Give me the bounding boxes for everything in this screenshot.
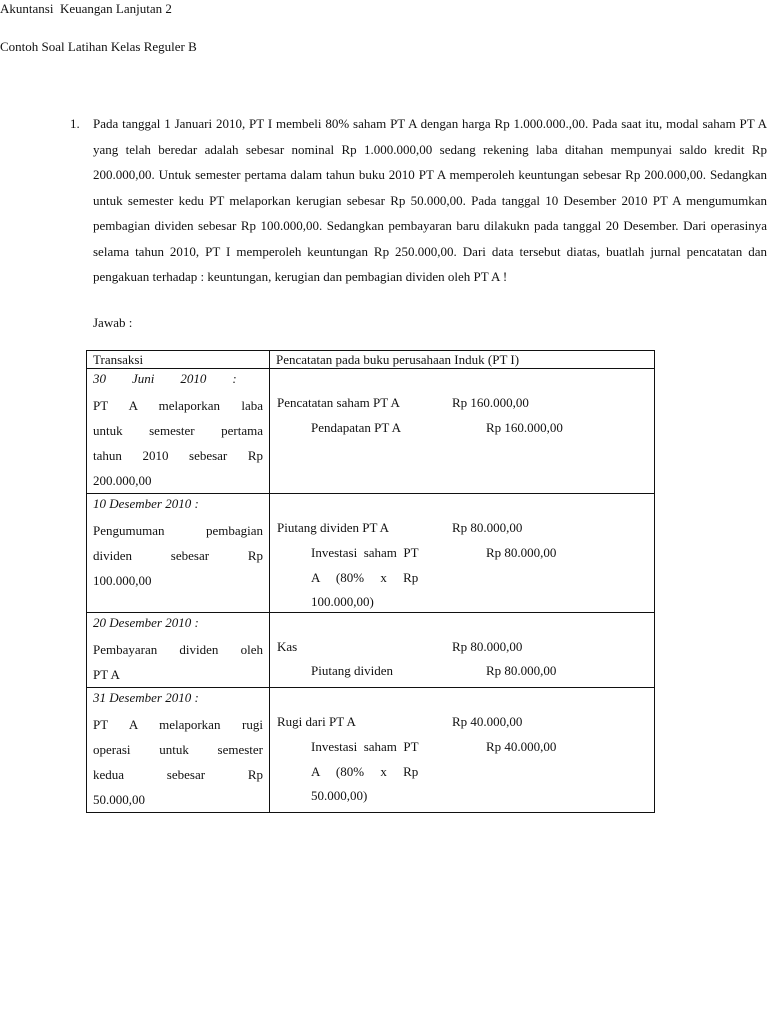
- table-row: [87, 369, 655, 494]
- table-header-row: [87, 351, 655, 369]
- credit-account: Investasi saham PT: [311, 739, 419, 754]
- transaction-date: 30 Juni 2010 :: [93, 371, 237, 386]
- transaction-cell: [87, 688, 270, 813]
- debit-amount: Rp 80.000,00: [452, 520, 523, 535]
- credit-note: 100.000,00): [311, 594, 374, 609]
- debit-account: Pencatatan saham PT A: [277, 395, 400, 410]
- debit-amount: Rp 80.000,00: [452, 639, 523, 654]
- transaction-date: 10 Desember 2010 :: [93, 496, 199, 511]
- question-number: 1.: [70, 116, 80, 131]
- transaction-description: [93, 712, 263, 812]
- description-line: PT A melaporkan rugi: [93, 717, 263, 732]
- debit-account: Piutang dividen PT A: [277, 520, 390, 535]
- description-line: 100.000,00: [93, 573, 152, 588]
- table-row: [87, 613, 655, 688]
- description-line: kedua sebesar Rp: [93, 767, 263, 782]
- description-line: 200.000,00: [93, 473, 152, 488]
- answer-label: Jawab :: [93, 315, 133, 330]
- credit-account: Piutang dividen: [311, 663, 393, 678]
- description-line: PT A melaporkan laba: [93, 398, 263, 413]
- question-text: Pada tanggal 1 Januari 2010, PT I membeli 80% saham PT A dengan harga Rp 1.000.000.,00. Pada saat itu, modal saham PT A yang telah beredar adalah sebesar nominal Rp 1.000.000,00 sedang rekening laba ditahan mempunyai saldo kredit Rp 200.000,00. Untuk semester pertama dalam tahun buku 2010 PT A memperoleh keuntungan sebesar Rp 200.000,00. Sedangkan untuk semester kedu PT melaporkan kerugian sebesar Rp 50.000,00. Pada tanggal 10 Desember 2010 PT A mengumumkan pembagian dividen sebesar Rp 100.000,00. Sedangkan pembayaran baru dilakukn pada tanggal 20 Desember. Dari operasinya selama tahun 2010, PT I memperoleh keuntungan Rp 250.000,00. Dari data tersebut diatas, buatlah jurnal pencatatan dan pengakuan terhadap : keuntungan, kerugian dan pembagian dividen oleh PT A !: [93, 116, 767, 284]
- transaction-date: 20 Desember 2010 :: [93, 615, 199, 630]
- journal-cell: [270, 494, 655, 613]
- credit-amount: Rp 80.000,00: [486, 663, 557, 678]
- description-line: Pengumuman pembagian: [93, 523, 263, 538]
- debit-amount: Rp 160.000,00: [452, 395, 529, 410]
- debit-account: Kas: [277, 639, 298, 654]
- description-line: tahun 2010 sebesar Rp: [93, 448, 263, 463]
- credit-note: A (80% x Rp: [311, 570, 419, 585]
- transaction-cell: [87, 494, 270, 613]
- header-pencatatan: Pencatatan pada buku perusahaan Induk (PT I): [270, 351, 655, 369]
- credit-note: 50.000,00): [311, 788, 368, 803]
- transaction-date: 31 Desember 2010 :: [93, 690, 199, 705]
- credit-amount: Rp 160.000,00: [486, 420, 563, 435]
- credit-account: Investasi saham PT: [311, 545, 419, 560]
- transaction-description: [93, 393, 263, 493]
- description-line: operasi untuk semester: [93, 742, 263, 757]
- journal-table: [86, 350, 655, 813]
- transaction-description: [93, 518, 263, 593]
- header-transaksi: Transaksi: [87, 351, 270, 369]
- journal-cell: [270, 688, 655, 813]
- table-row: [87, 688, 655, 813]
- credit-amount: Rp 40.000,00: [486, 739, 557, 754]
- description-line: PT A: [93, 667, 120, 682]
- transaction-cell: [87, 369, 270, 494]
- document-subtitle: Contoh Soal Latihan Kelas Reguler B: [0, 39, 197, 54]
- debit-account: Rugi dari PT A: [277, 714, 356, 729]
- description-line: 50.000,00: [93, 792, 145, 807]
- description-line: dividen sebesar Rp: [93, 548, 263, 563]
- credit-amount: Rp 80.000,00: [486, 545, 557, 560]
- description-line: untuk semester pertama: [93, 423, 263, 438]
- transaction-description: [93, 637, 263, 687]
- description-line: Pembayaran dividen oleh: [93, 642, 263, 657]
- credit-note: A (80% x Rp: [311, 764, 419, 779]
- document-title: Akuntansi Keuangan Lanjutan 2: [0, 1, 172, 16]
- transaction-cell: [87, 613, 270, 688]
- journal-cell: [270, 369, 655, 494]
- credit-account: Pendapatan PT A: [311, 420, 402, 435]
- debit-amount: Rp 40.000,00: [452, 714, 523, 729]
- journal-cell: [270, 613, 655, 688]
- table-row: [87, 494, 655, 613]
